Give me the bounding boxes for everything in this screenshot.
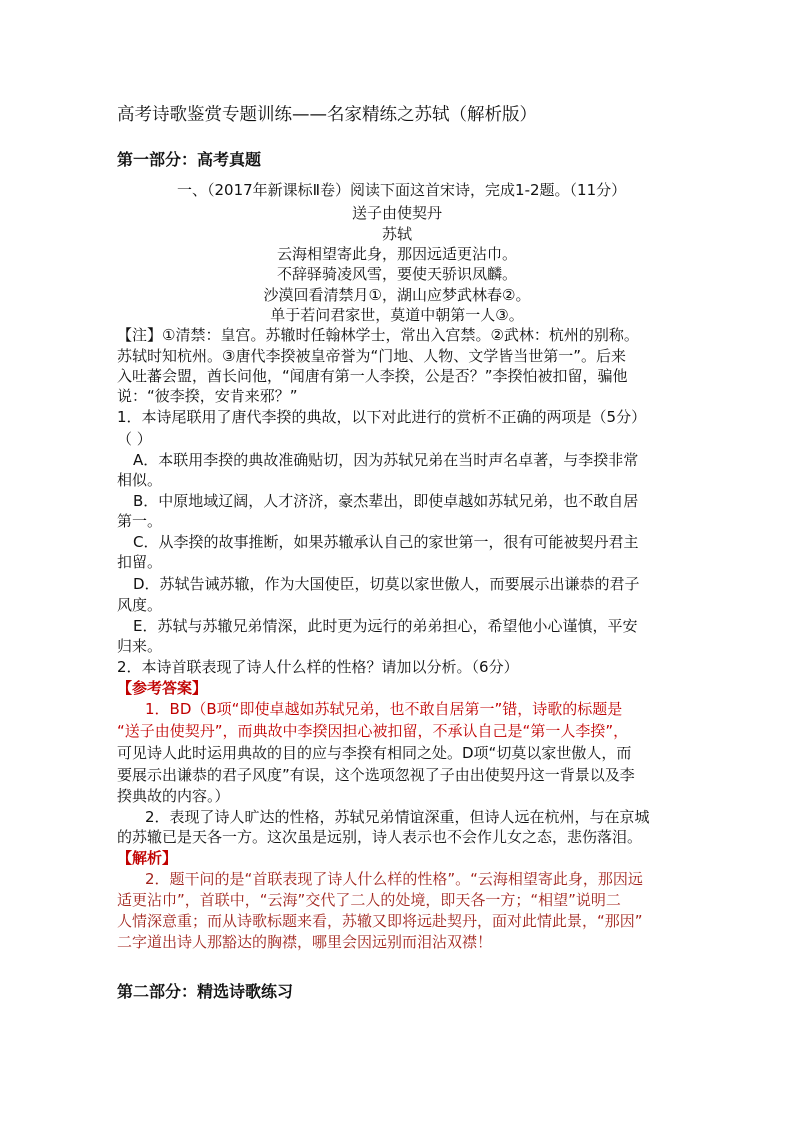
note-line: 苏轼时知杭州。③唐代李揆被皇帝誉为“门地、人物、文学皆当世第一”。后来 [117,347,626,365]
option-d-cont: 风度。 [117,596,163,614]
option-a: A．本联用李揆的典故准确贴切，因为苏轼兄弟在当时声名卓著，与李揆非常 [133,451,639,469]
analysis-heading: 【解析】 [117,849,178,867]
poem-line: 沙漠回看清禁月①，湖山应梦武林春②。 [263,286,531,304]
part1-heading: 第一部分：高考真题 [117,150,262,169]
answer-2-line: 2．表现了诗人旷达的性格，苏轼兄弟情谊深重，但诗人远在杭州，与在京城 [145,808,650,826]
note-line: 【注】①清禁：皇宫。苏辙时任翰林学士，常出入宫禁。②武林：杭州的别称。 [117,326,639,344]
analysis-line: 适更沾巾”，首联中，“云海”交代了二人的处境，即天各一方；“相望”说明二 [117,891,621,909]
option-a-cont: 相似。 [117,471,163,489]
question-intro: 一、（2017年新课标Ⅱ卷）阅读下面这首宋诗，完成1-2题。（11分） [177,181,627,199]
option-c-cont: 扣留。 [117,553,163,571]
analysis-line: 2．题干问的是“首联表现了诗人什么样的性格”。“云海相望寄此身，那因远 [145,870,643,888]
option-e: E．苏轼与苏辙兄弟情深，此时更为远行的弟弟担心，希望他小心谨慎，平安 [133,617,638,635]
analysis-line: 二字道出诗人那豁达的胸襟，哪里会因远别而泪沾双襟！ [117,933,493,951]
option-d: D．苏轼告诫苏辙，作为大国使臣，切莫以家世傲人，而要展示出谦恭的君子 [133,575,640,593]
poem-title: 送子由使契丹 [351,204,442,222]
option-e-cont: 归来。 [117,637,163,655]
note-line: 说：“彼李揆，安肯来邪？” [117,387,298,405]
answer-1-line: 可见诗人此时运用典故的目的应与李揆有相同之处。D项“切莫以家世傲人，而 [117,744,632,762]
option-b-cont: 第一。 [117,512,163,530]
poem-line: 单于若问君家世，莫道中朝第一人③。 [270,306,524,324]
part2-heading: 第二部分：精选诗歌练习 [117,982,294,1001]
poem-author: 苏轼 [381,225,412,243]
document-title: 高考诗歌鉴赏专题训练——名家精练之苏轼（解析版） [117,105,537,125]
poem-line: 云海相望寄此身，那因远适更沾巾。 [276,245,517,263]
option-b: B．中原地域辽阔，人才济济，豪杰辈出，即使卓越如苏轼兄弟，也不敢自居 [133,492,639,510]
poem-line: 不辞驿骑凌风雪，要使天骄识凤麟。 [276,265,517,283]
question-1-blank: （ ） [117,430,152,448]
question-2: 2．本诗首联表现了诗人什么样的性格？请加以分析。（6分） [117,658,519,676]
analysis-line: 人情深意重；而从诗歌标题来看，苏辙又即将远赴契丹，面对此情此景，“那因” [117,912,643,930]
answer-heading: 【参考答案】 [117,679,208,697]
option-c: C．从李揆的故事推断，如果苏辙承认自己的家世第一，很有可能被契丹君主 [133,533,639,551]
answer-1-line: “送子由使契丹”，而典故中李揆因担心被扣留，不承认自己是“第一人李揆”， [117,722,629,740]
answer-1-line: 要展示出谦恭的君子风度”有误，这个选项忽视了子由出使契丹这一背景以及李 [117,766,635,784]
note-line: 入吐蕃会盟，酋长问他，“闻唐有第一人李揆，公是否？”李揆怕被扣留，骗他 [117,367,628,385]
answer-1-line: 揆典故的内容。） [117,787,230,805]
answer-1-line: 1．BD（B项“即使卓越如苏轼兄弟，也不敢自居第一”错，诗歌的标题是 [145,700,623,718]
answer-2-line: 的苏辙已是天各一方。这次虽是远别，诗人表示也不会作儿女之态，悲伤落泪。 [117,828,643,846]
question-1: 1．本诗尾联用了唐代李揆的典故，以下对此进行的赏析不正确的两项是（5分） [117,408,647,426]
